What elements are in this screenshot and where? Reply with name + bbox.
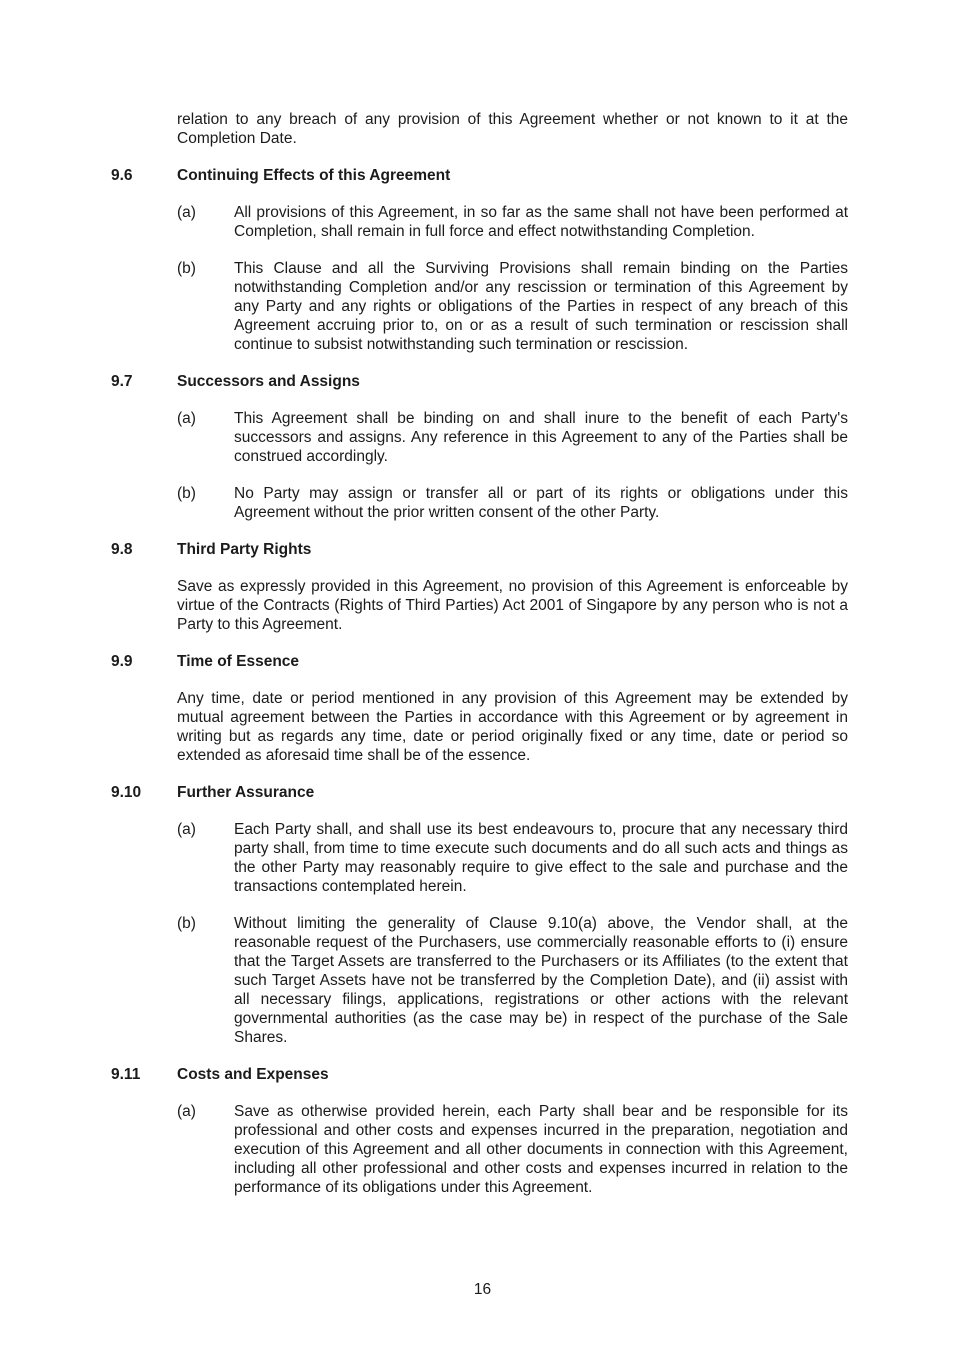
- clause-text: This Agreement shall be binding on and shall inure to the benefit of each Party's successors and assigns. Any reference in this Agreement to any of the Parties shall be construed accordingly.: [234, 410, 848, 465]
- section-number: 9.10: [111, 784, 142, 801]
- section-number: 9.8: [111, 541, 133, 558]
- clause-text: Each Party shall, and shall use its best endeavours to, procure that any necessary third party shall, from time to time execute such documents and do all such acts and things as the other Party may reasonably require to give effect to the sale and purchase and the transactions contemplated herein.: [234, 821, 848, 895]
- clause-item: [177, 203, 848, 241]
- section-heading-row: [111, 540, 848, 559]
- page-number: 16: [473, 1281, 492, 1298]
- clause-item: [177, 1102, 848, 1197]
- section-number: 9.7: [111, 373, 133, 390]
- clause-text: No Party may assign or transfer all or part of its rights or obligations under this Agreement without the prior written consent of the other Party.: [234, 485, 848, 521]
- section-heading-row: [111, 372, 848, 391]
- section: [111, 372, 848, 522]
- clause-label: (b): [177, 260, 196, 277]
- section-number: 9.6: [111, 167, 133, 184]
- document-content: [111, 110, 848, 1215]
- clause-label: (a): [177, 204, 196, 221]
- section-number: 9.11: [111, 1066, 141, 1083]
- section-heading: Successors and Assigns: [177, 373, 360, 390]
- clause-text: This Clause and all the Surviving Provisions shall remain binding on the Parties notwithstanding Completion and/or any rescission or termination of this Agreement by any Party and any rights or obligations of the Parties in respect of any breach of this Agreement accruing prior to, on or as a result of such termination or rescission shall continue to subsist notwithstanding such termination or rescission.: [234, 260, 848, 353]
- section: [111, 166, 848, 354]
- sections-container: [111, 166, 848, 1197]
- section-heading: Further Assurance: [177, 784, 315, 801]
- section: [111, 540, 848, 634]
- clause-text: Without limiting the generality of Clause 9.10(a) above, the Vendor shall, at the reasonable request of the Purchasers, use commercially reasonable efforts to (i) ensure that the Target Assets are transferred to the Purchasers or its Affiliates (to the extent that such Target Assets have not be transferred by the Completion Date), and (ii) assist with all necessary filings, applications, registrations or other actions with the relevant governmental authorities (as the case may be) in respect of the purchase of the Sale Shares.: [234, 915, 848, 1046]
- clause-label: (b): [177, 915, 196, 932]
- clause-item: [177, 914, 848, 1047]
- clause-label: (b): [177, 485, 196, 502]
- section: [111, 1065, 848, 1197]
- clause-item: [177, 820, 848, 896]
- clause-text: All provisions of this Agreement, in so far as the same shall not have been performed at Completion, shall remain in full force and effect notwithstanding Completion.: [234, 204, 848, 240]
- section-heading: Costs and Expenses: [177, 1066, 329, 1083]
- clause-label: (a): [177, 1103, 196, 1120]
- clause-label: (a): [177, 410, 196, 427]
- section-heading-row: [111, 652, 848, 671]
- clause-item: [177, 409, 848, 466]
- section-heading-row: [111, 1065, 848, 1084]
- section-heading-row: [111, 166, 848, 185]
- section-heading: Continuing Effects of this Agreement: [177, 167, 451, 184]
- clause-item: [177, 259, 848, 354]
- section: [111, 652, 848, 765]
- clause-item: [177, 484, 848, 522]
- section-heading: Time of Essence: [177, 653, 300, 670]
- section-heading-row: [111, 783, 848, 802]
- clause-label: (a): [177, 821, 196, 838]
- section-heading: Third Party Rights: [177, 541, 312, 558]
- section-number: 9.9: [111, 653, 133, 670]
- section-paragraph: Any time, date or period mentioned in any provision of this Agreement may be extended by mutual agreement between the Parties in accordance with this Agreement or by agreement in writing but as regards any time, date or period originally fixed or any time, date or period so extended as aforesaid time shall be of the essence.: [177, 690, 848, 764]
- continuation-paragraph: relation to any breach of any provision of this Agreement whether or not known to it at the Completion Date.: [177, 111, 848, 147]
- clause-text: Save as otherwise provided herein, each Party shall bear and be responsible for its professional and other costs and expenses incurred in the preparation, negotiation and execution of this Agreement and all other documents in connection with this Agreement, including all other professional and other costs and expenses incurred in relation to the performance of its obligations under this Agreement.: [234, 1103, 848, 1196]
- section: [111, 783, 848, 1047]
- section-paragraph: Save as expressly provided in this Agreement, no provision of this Agreement is enforceable by virtue of the Contracts (Rights of Third Parties) Act 2001 of Singapore by any person who is not a Party to this Agreement.: [177, 578, 848, 633]
